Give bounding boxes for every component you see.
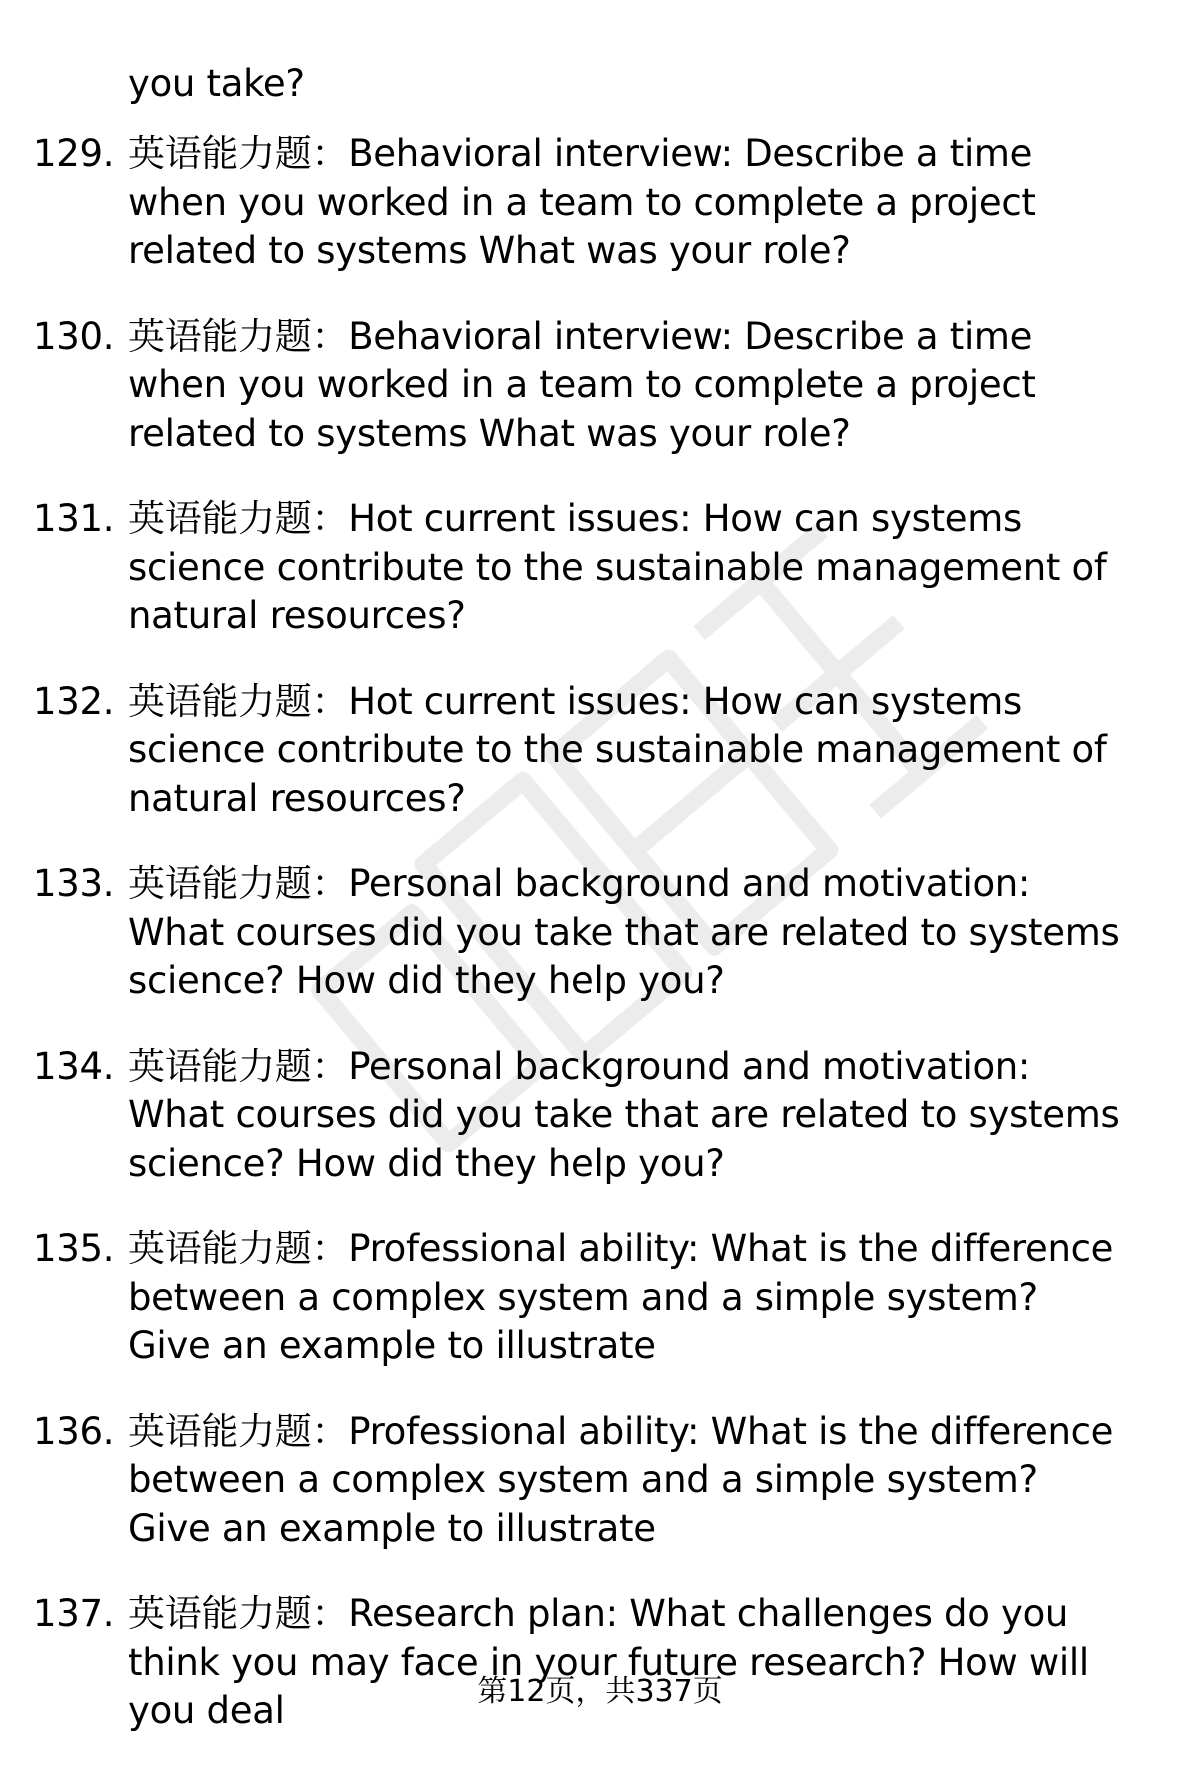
question-number: 137.	[33, 1592, 115, 1635]
question-category: 英语能力题：	[128, 314, 349, 358]
question-category: 英语能力题：	[128, 1592, 349, 1635]
page-footer: 第12页，共337页	[477, 1674, 723, 1709]
question-category: 英语能力题：	[128, 862, 349, 905]
question-number: 132.	[33, 679, 115, 723]
question-text: Hot current issues: How can systems science contribute to the sustainable management of natural resources?	[128, 679, 1107, 820]
question-number: 133.	[33, 862, 115, 905]
question-number: 136.	[33, 1409, 115, 1453]
question-text: Research plan: What challenges do you think you may face in your future research? How will you deal	[128, 1592, 1089, 1732]
question-number: 135.	[33, 1227, 115, 1270]
question-category: 英语能力题：	[128, 497, 349, 540]
question-text: Behavioral interview: Describe a time when you worked in a team to complete a project related to systems What was your role?	[128, 132, 1036, 272]
question-list	[0, 130, 1200, 1773]
question-item	[0, 130, 1128, 276]
question-item	[0, 1043, 1128, 1189]
question-category: 英语能力题：	[128, 1044, 349, 1088]
question-category: 英语能力题：	[128, 132, 349, 175]
question-item	[0, 1225, 1128, 1371]
question-number: 134.	[33, 1044, 115, 1088]
question-category: 英语能力题：	[128, 1227, 349, 1270]
question-category: 英语能力题：	[128, 1409, 349, 1453]
question-category: 英语能力题：	[128, 679, 349, 723]
question-item	[0, 1590, 1128, 1736]
continuation-text: you take?	[128, 62, 305, 105]
question-text: Personal background and motivation: What courses did you take that are related to systems science? How did they help you?	[128, 1044, 1120, 1185]
question-text: Personal background and motivation: What courses did you take that are related to systems science? How did they help you?	[128, 862, 1120, 1002]
question-number: 131.	[33, 497, 115, 540]
question-text: Behavioral interview: Describe a time when you worked in a team to complete a project related to systems What was your role?	[128, 314, 1036, 455]
question-item	[0, 495, 1128, 641]
question-number: 129.	[33, 132, 115, 175]
question-number: 130.	[33, 314, 115, 358]
question-text: Hot current issues: How can systems science contribute to the sustainable management of natural resources?	[128, 497, 1107, 637]
question-item	[0, 1408, 1128, 1554]
question-text: Professional ability: What is the difference between a complex system and a simple system? Give an example to illustrate	[128, 1227, 1114, 1367]
question-item	[0, 860, 1128, 1006]
question-text: Professional ability: What is the difference between a complex system and a simple system? Give an example to illustrate	[128, 1409, 1114, 1550]
question-item	[0, 678, 1128, 824]
question-item	[0, 313, 1128, 459]
